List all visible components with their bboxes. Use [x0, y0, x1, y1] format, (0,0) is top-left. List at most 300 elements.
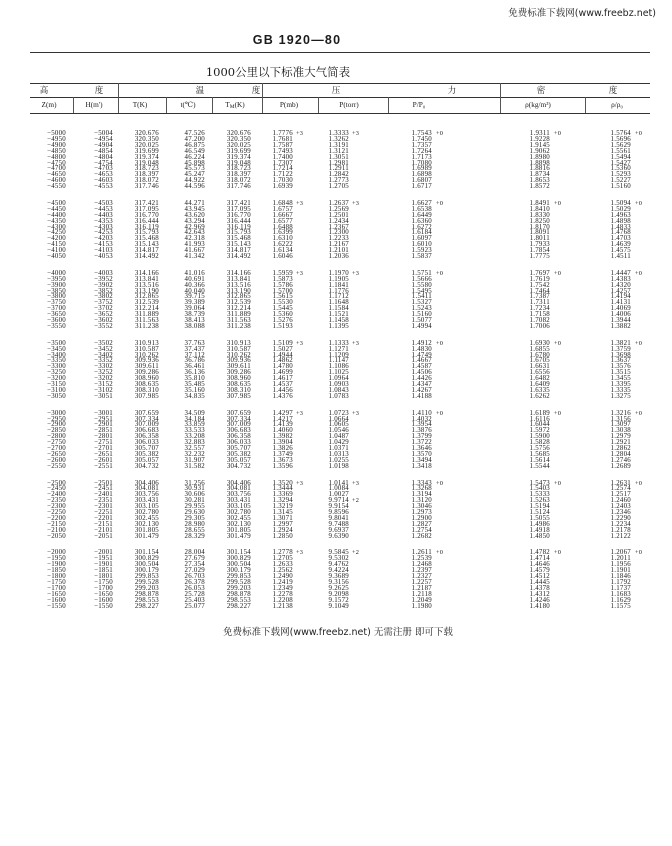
cell-pressure-torr-exponent — [352, 324, 364, 330]
cell-geometric-altitude: −2500 — [47, 479, 66, 487]
cell-density-ratio-exponent: +0 — [635, 269, 643, 277]
cell-geometric-altitude: −2400 — [47, 491, 66, 499]
cell-geometric-altitude: −3850 — [47, 287, 66, 295]
cell-pressure-ratio: 1.5327 — [411, 299, 432, 307]
cell-temperature-celsius: 26.378 — [184, 578, 205, 586]
cell-pressure-mb: 1.7307 — [272, 159, 293, 167]
cell-pressure-ratio: 1.3268 — [411, 485, 432, 493]
cell-pressure-torr: 9.1049 — [328, 602, 349, 610]
cell-temperature-celsius: 35.160 — [184, 386, 205, 394]
cell-pressure-ratio: 1.6627 — [411, 199, 432, 207]
cell-pressure-torr: 1.2233 — [328, 235, 349, 243]
cell-geometric-altitude: −5000 — [47, 130, 66, 137]
pressure-group-header-char: 力 — [447, 85, 457, 95]
cell-temperature-kelvin: 309.611 — [135, 363, 159, 371]
cell-geopotential-altitude: −3752 — [94, 299, 113, 307]
cell-pressure-torr: 1.2911 — [328, 165, 349, 173]
cell-pressure-ratio: 1.6184 — [411, 229, 432, 237]
cell-pressure-mb: 1.2138 — [272, 602, 293, 610]
cell-temperature-kelvin: 301.154 — [134, 549, 159, 557]
cell-pressure-torr-exponent — [352, 394, 364, 400]
cell-density-ratio: 1.5160 — [610, 183, 631, 191]
cell-pressure-ratio: 1.6898 — [411, 171, 432, 179]
cell-pressure-mb-exponent: +3 — [296, 339, 304, 347]
cell-molecular-scale-temperature: 317.421 — [226, 199, 251, 207]
cell-density: 1.6930 — [529, 339, 550, 347]
cell-geopotential-altitude: −2051 — [94, 532, 113, 540]
cell-pressure-mb: 1.3145 — [272, 509, 293, 516]
cell-pressure-torr: 1.0198 — [328, 462, 349, 470]
cell-geopotential-altitude: −4403 — [94, 211, 113, 219]
cell-pressure-torr: 1.2367 — [328, 223, 349, 231]
cell-density: 1.4782 — [529, 549, 550, 557]
cell-density-ratio: 1.2346 — [610, 509, 631, 516]
cell-temperature-celsius: 31.256 — [184, 479, 205, 487]
cell-density-ratio-exponent: +0 — [635, 339, 643, 347]
cell-pressure-mb: 1.5700 — [272, 287, 293, 295]
cell-density-exponent — [554, 464, 566, 470]
cell-geopotential-altitude: −3902 — [94, 281, 113, 289]
cell-density: 1.8170 — [529, 223, 550, 231]
cell-molecular-scale-temperature: 304.732 — [226, 462, 251, 470]
cell-geometric-altitude: −3100 — [47, 386, 66, 394]
cell-temperature-kelvin: 308.310 — [134, 386, 159, 394]
cell-pressure-mb: 1.5786 — [272, 281, 293, 289]
cell-density: 1.6482 — [529, 375, 550, 383]
cell-density: 1.7082 — [529, 317, 550, 324]
cell-pressure-torr: 1.2501 — [328, 211, 349, 219]
cell-temperature-celsius: 37.763 — [184, 339, 205, 347]
cell-pressure-mb: 1.4862 — [272, 357, 293, 365]
cell-geopotential-altitude: −4653 — [94, 171, 113, 179]
cell-pressure-torr-exponent: +2 — [352, 549, 360, 557]
cell-geopotential-altitude: −2701 — [94, 445, 113, 452]
cell-temperature-celsius: 26.703 — [184, 573, 205, 580]
cell-density-ratio: 1.2631 — [610, 479, 631, 487]
cell-molecular-scale-temperature: 314.166 — [226, 269, 251, 277]
cell-geopotential-altitude: −4703 — [94, 165, 113, 173]
cell-geopotential-altitude: −2251 — [94, 509, 113, 516]
cell-geometric-altitude: −1900 — [47, 561, 66, 569]
cell-pressure-torr: 1.1841 — [328, 281, 349, 289]
cell-density: 1.5544 — [529, 462, 550, 470]
cell-pressure-ratio-exponent — [436, 534, 448, 540]
cell-density-ratio: 1.2862 — [610, 445, 631, 452]
cell-molecular-scale-temperature: 302.130 — [226, 520, 251, 528]
cell-pressure-ratio-exponent — [436, 394, 448, 400]
cell-temperature-celsius: 33.859 — [184, 421, 205, 429]
cell-pressure-ratio: 1.4267 — [411, 386, 432, 394]
cell-temperature-kelvin: 317.421 — [134, 199, 159, 207]
cell-pressure-mb: 1.7493 — [272, 147, 293, 155]
cell-pressure-mb: 1.7122 — [272, 171, 293, 179]
cell-temperature-celsius: 25.077 — [184, 602, 205, 610]
col-header-pressure-mb: P(mb) — [279, 100, 299, 109]
cell-pressure-torr: 9.6937 — [328, 526, 349, 534]
cell-density-ratio-exponent: +0 — [635, 199, 643, 207]
cell-density-ratio: 1.1575 — [610, 602, 631, 610]
cell-geometric-altitude: −3050 — [47, 392, 66, 400]
cell-density: 1.5900 — [529, 433, 550, 441]
density-group-header-char: 密 — [536, 85, 546, 95]
cell-density-ratio-exponent — [635, 394, 647, 400]
cell-density: 1.8653 — [529, 177, 550, 185]
cell-molecular-scale-temperature: 312.214 — [226, 305, 251, 313]
cell-geometric-altitude: −3200 — [47, 375, 66, 383]
cell-geometric-altitude: −1650 — [47, 590, 66, 598]
cell-temperature-celsius: 42.969 — [184, 223, 205, 231]
table-row — [0, 324, 672, 330]
cell-molecular-scale-temperature: 308.960 — [226, 375, 251, 383]
standard-number: GB 1920—80 — [252, 33, 342, 47]
cell-temperature-kelvin: 311.889 — [135, 311, 159, 319]
cell-molecular-scale-temperature: 318.072 — [226, 177, 251, 185]
cell-pressure-ratio: 1.2468 — [411, 561, 432, 569]
cell-density-ratio: 1.1956 — [610, 561, 631, 569]
cell-temperature-kelvin: 298.878 — [134, 590, 159, 598]
cell-pressure-torr: 1.2773 — [328, 177, 349, 185]
col-header-density-ratio: ρ/ρ₀ — [611, 100, 623, 109]
cell-temperature-celsius: 41.016 — [184, 269, 205, 277]
cell-pressure-ratio: 1.7450 — [411, 135, 432, 143]
cell-temperature-kelvin: 308.635 — [134, 381, 159, 388]
cell-pressure-ratio-exponent — [436, 324, 448, 330]
cell-density-ratio: 1.5696 — [610, 135, 631, 143]
cell-geometric-altitude: −1600 — [47, 596, 66, 604]
cell-molecular-scale-temperature: 310.587 — [226, 345, 251, 353]
cell-geopotential-altitude: −4153 — [94, 241, 113, 249]
cell-pressure-mb-exponent: +3 — [296, 409, 304, 417]
cell-density-ratio: 1.3637 — [610, 357, 631, 365]
cell-pressure-ratio: 1.2049 — [411, 596, 432, 604]
cell-geometric-altitude: −2150 — [47, 520, 66, 528]
cell-geopotential-altitude: −2151 — [94, 520, 113, 528]
cell-geopotential-altitude: −1600 — [94, 596, 113, 604]
cell-density-ratio-exponent: +0 — [635, 479, 643, 487]
cell-temperature-kelvin: 310.913 — [134, 339, 159, 347]
cell-temperature-kelvin: 305.707 — [134, 445, 159, 452]
cell-temperature-kelvin: 314.492 — [134, 253, 159, 260]
cell-geopotential-altitude: −2401 — [94, 491, 113, 499]
cell-density-ratio: 1.1683 — [610, 590, 631, 598]
cell-density: 1.6116 — [529, 415, 550, 423]
cell-pressure-torr: 1.1712 — [328, 293, 349, 301]
cell-density: 1.9228 — [529, 135, 550, 143]
cell-geopotential-altitude: −1801 — [94, 573, 113, 580]
col-header-pressure-ratio: P/P₀ — [412, 100, 426, 109]
cell-pressure-mb: 1.2562 — [272, 567, 293, 575]
cell-pressure-mb: 1.4699 — [272, 369, 293, 377]
cell-pressure-mb: 1.4139 — [272, 421, 293, 429]
table-title: 1000公里以下标准大气简表 — [205, 65, 351, 79]
cell-temperature-kelvin: 313.516 — [134, 281, 159, 289]
cell-pressure-ratio: 1.3876 — [411, 427, 432, 435]
cell-temperature-celsius: 47.200 — [184, 135, 205, 143]
cell-pressure-torr: 9.9154 — [328, 503, 349, 511]
cell-pressure-mb: 1.7400 — [272, 153, 293, 161]
cell-temperature-kelvin: 299.203 — [134, 584, 159, 592]
cell-temperature-celsius: 28.329 — [184, 532, 205, 540]
cell-pressure-ratio: 1.3570 — [411, 450, 432, 458]
cell-pressure-torr: 1.0605 — [328, 421, 349, 429]
cell-pressure-mb: 1.4780 — [272, 363, 293, 371]
cell-pressure-mb: 1.4297 — [272, 409, 293, 417]
cell-density-ratio: 1.4069 — [610, 305, 631, 313]
cell-pressure-mb: 1.5276 — [272, 317, 293, 324]
cell-density-exponent: +0 — [554, 269, 562, 277]
cell-geopotential-altitude: −1550 — [94, 602, 113, 610]
cell-density-ratio: 1.2403 — [610, 503, 631, 511]
cell-density-exponent — [554, 254, 566, 260]
cell-temperature-kelvin: 301.805 — [134, 526, 159, 534]
cell-density: 1.5685 — [529, 450, 550, 458]
cell-geometric-altitude: −4400 — [47, 211, 66, 219]
cell-density-exponent — [554, 534, 566, 540]
cell-geopotential-altitude: −2951 — [94, 415, 113, 423]
cell-temperature-celsius: 40.691 — [184, 275, 205, 283]
cell-molecular-scale-temperature: 301.479 — [226, 532, 251, 540]
cell-density-ratio: 1.4898 — [610, 217, 631, 225]
cell-temperature-kelvin: 312.865 — [134, 293, 159, 301]
cell-pressure-torr: 1.2300 — [328, 229, 349, 237]
cell-molecular-scale-temperature: 308.635 — [226, 381, 251, 388]
cell-geometric-altitude: −3800 — [47, 293, 66, 301]
cell-geopotential-altitude: −4603 — [94, 177, 113, 185]
cell-geometric-altitude: −2600 — [47, 456, 66, 464]
cell-pressure-mb: 1.2997 — [272, 520, 293, 528]
cell-pressure-ratio: 1.3722 — [411, 439, 432, 447]
cell-density-ratio: 1.3882 — [610, 322, 631, 330]
cell-density: 1.5263 — [529, 497, 550, 505]
cell-temperature-celsius: 30.931 — [184, 485, 205, 493]
cell-pressure-torr: 1.1521 — [328, 311, 349, 319]
cell-density-ratio: 1.1737 — [610, 584, 631, 592]
cell-geometric-altitude: −2900 — [47, 421, 66, 429]
cell-temperature-kelvin: 317.746 — [134, 183, 159, 191]
cell-pressure-mb: 1.6757 — [272, 205, 293, 213]
cell-temperature-kelvin: 316.444 — [134, 217, 159, 225]
cell-pressure-torr: 9.4762 — [328, 561, 349, 569]
cell-molecular-scale-temperature: 317.746 — [226, 183, 251, 191]
cell-density-exponent: +0 — [554, 479, 562, 487]
cell-density-ratio: 1.3576 — [610, 363, 631, 371]
cell-molecular-scale-temperature: 310.262 — [226, 351, 251, 359]
cell-density-ratio-exponent — [635, 534, 647, 540]
cell-pressure-mb: 1.4376 — [272, 392, 293, 400]
cell-geopotential-altitude: −1650 — [94, 590, 113, 598]
cell-pressure-ratio: 1.7080 — [411, 159, 432, 167]
cell-geometric-altitude: −1800 — [47, 573, 66, 580]
cell-density-ratio: 1.2234 — [610, 520, 631, 528]
cell-temperature-kelvin: 309.286 — [134, 369, 159, 377]
cell-geometric-altitude: −2650 — [47, 450, 66, 458]
cell-pressure-mb: 1.7776 — [272, 130, 293, 137]
cell-temperature-celsius: 41.342 — [184, 253, 205, 260]
cell-geopotential-altitude: −4253 — [94, 229, 113, 237]
cell-temperature-kelvin: 299.853 — [134, 573, 159, 580]
cell-temperature-kelvin: 309.936 — [134, 357, 159, 365]
cell-molecular-scale-temperature: 320.350 — [226, 135, 251, 143]
cell-geometric-altitude: −1700 — [47, 584, 66, 592]
cell-pressure-ratio: 1.2187 — [411, 584, 432, 592]
cell-geopotential-altitude: −4754 — [94, 159, 113, 167]
cell-pressure-torr: 1.3333 — [328, 130, 349, 137]
cell-pressure-mb: 1.6310 — [272, 235, 293, 243]
cell-pressure-ratio: 1.3418 — [411, 462, 432, 470]
cell-molecular-scale-temperature: 316.444 — [226, 217, 251, 225]
cell-geometric-altitude: −2850 — [47, 427, 66, 435]
cell-pressure-mb: 1.2705 — [272, 555, 293, 563]
cell-density: 1.7619 — [529, 275, 550, 283]
cell-density-ratio: 1.4639 — [610, 241, 631, 249]
cell-density-ratio: 1.3944 — [610, 317, 631, 324]
cell-molecular-scale-temperature: 300.504 — [226, 561, 251, 569]
cell-pressure-ratio-exponent: +0 — [436, 269, 444, 277]
cell-pressure-ratio: 1.4587 — [411, 363, 432, 371]
cell-density-ratio-exponent — [635, 254, 647, 260]
cell-geopotential-altitude: −3602 — [94, 317, 113, 324]
cell-density-ratio: 1.2574 — [610, 485, 631, 493]
cell-geopotential-altitude: −4453 — [94, 205, 113, 213]
cell-molecular-scale-temperature: 313.516 — [226, 281, 251, 289]
cell-pressure-torr: 1.2705 — [328, 183, 349, 191]
cell-temperature-celsius: 39.389 — [184, 299, 205, 307]
cell-geometric-altitude: −3300 — [47, 363, 66, 371]
cell-geopotential-altitude: −4854 — [94, 147, 113, 155]
cell-pressure-mb: 1.2778 — [272, 549, 293, 557]
cell-geopotential-altitude: −1951 — [94, 555, 113, 563]
cell-temperature-kelvin: 318.723 — [134, 165, 159, 173]
cell-pressure-mb: 1.3673 — [272, 456, 293, 464]
cell-pressure-ratio: 1.4032 — [411, 415, 432, 423]
cell-geopotential-altitude: −4003 — [94, 269, 113, 277]
cell-density-ratio: 1.3156 — [610, 415, 631, 423]
cell-density: 1.9062 — [529, 147, 550, 155]
cell-temperature-kelvin: 300.504 — [134, 561, 159, 569]
cell-pressure-ratio: 1.5160 — [411, 311, 432, 319]
cell-density: 1.8980 — [529, 153, 550, 161]
cell-geopotential-altitude: −4303 — [94, 223, 113, 231]
cell-pressure-torr: 1.1147 — [328, 357, 349, 365]
cell-density-ratio: 1.5227 — [610, 177, 631, 185]
cell-pressure-ratio: 1.4749 — [411, 351, 432, 359]
cell-pressure-ratio: 1.4110 — [411, 409, 432, 417]
col-header-geopotential-altitude: H(m') — [85, 100, 103, 109]
cell-temperature-kelvin: 310.262 — [134, 351, 159, 359]
cell-geopotential-altitude: −3202 — [94, 375, 113, 383]
cell-temperature-kelvin: 316.770 — [134, 211, 159, 219]
cell-temperature-kelvin: 319.374 — [134, 153, 159, 161]
cell-molecular-scale-temperature: 305.707 — [226, 445, 251, 452]
cell-molecular-scale-temperature: 309.286 — [226, 369, 251, 377]
cell-pressure-torr: 1.0313 — [328, 450, 349, 458]
cell-molecular-scale-temperature: 311.238 — [227, 322, 251, 330]
cell-geometric-altitude: −4200 — [47, 235, 66, 243]
cell-pressure-ratio: 1.6010 — [411, 241, 432, 249]
cell-pressure-ratio-exponent: +0 — [436, 409, 444, 417]
cell-temperature-celsius: 33.533 — [184, 427, 205, 435]
cell-temperature-celsius: 43.620 — [184, 211, 205, 219]
cell-pressure-ratio: 1.2754 — [411, 526, 432, 534]
cell-density: 1.7854 — [529, 247, 550, 255]
cell-pressure-ratio: 1.4667 — [411, 357, 432, 365]
cell-geopotential-altitude: −2501 — [94, 479, 113, 487]
cell-pressure-torr: 1.0783 — [328, 392, 349, 400]
cell-geopotential-altitude: −3552 — [94, 322, 113, 330]
cell-density-ratio: 1.3216 — [610, 409, 631, 417]
cell-geopotential-altitude: −4053 — [94, 253, 113, 260]
cell-pressure-ratio: 1.5837 — [411, 253, 432, 260]
cell-density: 1.8734 — [529, 171, 550, 179]
cell-molecular-scale-temperature: 314.817 — [226, 247, 251, 255]
cell-geometric-altitude: −1550 — [47, 602, 66, 610]
cell-pressure-torr: 9.5845 — [328, 549, 349, 557]
cell-geopotential-altitude: −3652 — [94, 311, 113, 319]
cell-pressure-mb: 1.3520 — [272, 479, 293, 487]
cell-temperature-celsius: 36.461 — [184, 363, 205, 371]
cell-temperature-kelvin: 303.105 — [134, 503, 159, 511]
cell-temperature-celsius: 45.247 — [184, 171, 205, 179]
cell-temperature-kelvin: 304.732 — [134, 462, 159, 470]
cell-molecular-scale-temperature: 303.431 — [226, 497, 251, 505]
cell-temperature-kelvin: 307.009 — [134, 421, 159, 429]
cell-density-ratio: 1.3515 — [610, 369, 631, 377]
cell-pressure-ratio: 1.6989 — [411, 165, 432, 173]
cell-density: 1.5972 — [529, 427, 550, 435]
cell-temperature-kelvin: 313.190 — [134, 287, 159, 295]
cell-density-ratio: 1.5427 — [610, 159, 631, 167]
cell-density-ratio: 1.1792 — [610, 578, 631, 586]
cell-pressure-mb-exponent: +3 — [296, 479, 304, 487]
col-header-tm-unit: (K) — [234, 100, 245, 109]
cell-temperature-celsius: 41.667 — [184, 247, 205, 255]
cell-temperature-celsius: 41.993 — [184, 241, 205, 249]
cell-temperature-celsius: 38.739 — [184, 311, 205, 319]
cell-molecular-scale-temperature: 316.770 — [226, 211, 251, 219]
cell-pressure-mb: 1.7681 — [272, 135, 293, 143]
cell-pressure-torr: 9.8596 — [328, 509, 349, 516]
cell-density-ratio: 1.3335 — [610, 386, 631, 394]
cell-pressure-mb-exponent: +3 — [296, 549, 304, 557]
cell-density-ratio: 1.4006 — [610, 311, 631, 319]
cell-density-ratio: 1.1901 — [610, 567, 631, 575]
cell-pressure-mb: 1.3596 — [272, 462, 293, 470]
cell-pressure-mb: 1.5615 — [272, 293, 293, 301]
cell-pressure-ratio: 1.3954 — [411, 421, 432, 429]
cell-molecular-scale-temperature: 317.095 — [226, 205, 251, 213]
cell-temperature-celsius: 47.526 — [184, 130, 205, 137]
cell-molecular-scale-temperature: 314.492 — [226, 253, 251, 260]
cell-temperature-kelvin: 315.793 — [134, 229, 159, 237]
cell-pressure-mb: 1.6134 — [272, 247, 293, 255]
cell-geopotential-altitude: −4804 — [94, 153, 113, 161]
cell-pressure-mb-exponent — [296, 464, 308, 470]
cell-temperature-kelvin: 320.025 — [134, 141, 159, 149]
cell-pressure-ratio: 1.4426 — [411, 375, 432, 383]
cell-molecular-scale-temperature: 319.048 — [226, 159, 251, 167]
cell-pressure-ratio: 1.6272 — [411, 223, 432, 231]
cell-density: 1.6409 — [529, 381, 550, 388]
cell-temperature-kelvin: 318.397 — [134, 171, 159, 179]
cell-pressure-ratio: 1.7264 — [411, 147, 432, 155]
cell-temperature-celsius: 29.305 — [184, 514, 205, 522]
cell-geometric-altitude: −1850 — [47, 567, 66, 575]
cell-molecular-scale-temperature: 306.358 — [226, 433, 251, 441]
cell-density-ratio: 1.5293 — [610, 171, 631, 179]
cell-geopotential-altitude: −3852 — [94, 287, 113, 295]
col-header-density: ρ(kg/m³) — [525, 100, 551, 109]
cell-geometric-altitude: −2250 — [47, 509, 66, 516]
